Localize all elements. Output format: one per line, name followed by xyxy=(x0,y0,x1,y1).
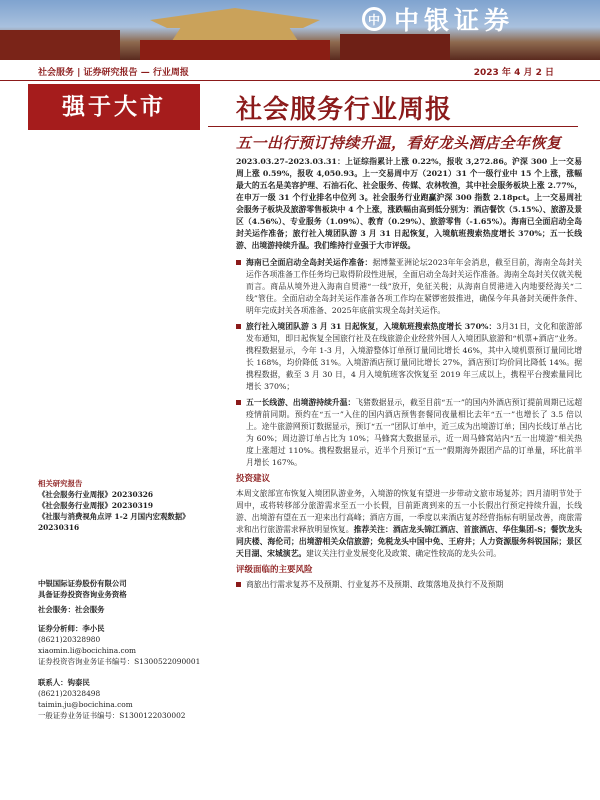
bullet-heading: 旅行社入境团队游 3 月 31 日起恢复，入境航班搜索热度增长 370%： xyxy=(246,322,497,331)
contact-block xyxy=(38,677,218,688)
contact-label: 联系人： xyxy=(38,678,68,687)
invest-text-tail: 建议关注行业发展变化及政策、确定性较高的龙头公司。 xyxy=(306,549,502,558)
bullet-body: 飞猪数据显示，截至目前“五一”的国内外酒店预订提前周期已远超疫情前同期。预约在“五一”入住的国内酒店预售套餐同夜量相比去年“五一”也增长了 3.5 倍以上。途牛旅游网预订数据显示，预订“五一”团队订单中，近三成为出境游订单；国内长线订单占比为 60%；周边游订单占比为 10%；马蜂窝大数据显示，近一周马蜂窝站内“五一出境游”相关热度上涨超过 110%。携程数据显示，近半个月预订“五一”假期海外跟团产品的订单量，环比前半月增长 167%。 xyxy=(246,398,582,467)
bullet-inbound xyxy=(236,321,582,393)
analyst-label: 证券分析师： xyxy=(38,624,83,633)
sidebar-company xyxy=(38,578,218,721)
bullet-body: 据博鳌亚洲论坛2023年年会消息，截至目前，海南全岛封关运作各项准备工作任务均已取得阶段性进展，全面启动全岛封关运作准备。海南全岛封关仅就关税而言。商品从境外进入海南自贸港“一线”放开，免征关税；从海南自贸港进入内地要经海关“二线”管住。全面启动全岛封关运作准备各项工作均在紧锣密鼓推进，确保今年具备封关硬件条件、明年完成封关各项准备、2025年底前实现全岛封关运作。 xyxy=(246,258,583,315)
invest-text: 本周文旅部宣布恢复入境团队游业务，入境游的恢复有望进一步带动文旅市场复苏；四月清明节处于周中，或将转移部分旅游需求至五一小长假，目前距离到来的五一小长假出行预定持续升温，长线游、出境游有望在五一迎来出行高峰；酒店方面，一季度以来酒店复苏经营指标有明显改善，商旅需求和出行旅游需求释放明显恢复。 xyxy=(236,489,582,534)
invest-recommend: 推荐关注：酒店龙头锦江酒店、首旅酒店、华住集团-S；餐饮龙头同庆楼、海伦司；出境游相关众信旅游；免税龙头中国中免、王府井；人力资源服务科锐国际；景区天目湖、宋城演艺。 xyxy=(236,525,582,558)
related-item[interactable]: 《社会服务行业周报》20230319 xyxy=(38,501,154,510)
bullet-heading: 五一长线游、出境游持续升温： xyxy=(246,398,356,407)
company-qualification: 具备证券投资咨询业务资格 xyxy=(38,590,127,599)
contact-cert: 一般证券业务证书编号：S1300122030002 xyxy=(38,711,186,720)
risk-text: 商旅出行需求复苏不及预期、行业复苏不及预期、政策落地及执行不及预期 xyxy=(246,580,504,589)
analyst-phone: (8621)20328980 xyxy=(38,635,101,644)
sidebar-related xyxy=(38,478,218,533)
bullet-heading: 海南已全面启动全岛封关运作准备： xyxy=(246,258,373,267)
report-date: 2023 年 4 月 2 日 xyxy=(473,68,554,78)
bullet-body: 3月31日，文化和旅游部发布通知，即日起恢复全国旅行社及在线旅游企业经营外国人入境团队旅游和“机票+酒店”业务。携程数据显示，今年 1-3 月，入境游整体订单预订量同比增长 46%，其中入境机票预订量同比增长 168%，均价降低 31%。入境游酒店预订量同比增长 27%，酒店预订均价同比降低 14%。据携程数据，截至 3 月 30 日，4 月入境航班客次恢复至 2019 年三成以上，携程平台搜索量同比增长 370%； xyxy=(246,322,583,391)
title-divider xyxy=(208,126,578,127)
contact-email[interactable]: taimin.ju@bocichina.com xyxy=(38,700,133,709)
industry-label: 社会服务：社会服务 xyxy=(38,605,105,614)
risk-item xyxy=(236,579,582,591)
invest-paragraph xyxy=(236,488,582,560)
related-title: 相关研究报告 xyxy=(38,479,83,488)
report-subtitle: 五一出行预订持续升温，看好龙头酒店全年恢复 xyxy=(236,134,562,152)
invest-section-title: 投资建议 xyxy=(236,474,271,484)
summary-paragraph: 2023.03.27-2023.03.31：上证综指累计上涨 0.22%，报收 3,272.86。沪深 300 上一交易周上涨 0.59%，报收 4,050.93。上一交易周中万（2021）31 个一级行业中 15 个上涨，涨幅最大的五名是美容护理、石油石化、社会服务、传媒、农林牧渔，其中社会服务板块上涨 2.77%，在申万一级 31 个行业排名中位列 3。社会服务行业跑赢沪深 300 指数 2.18pct。上一交易周社会服务子板块及旅游零售板块中 4 个上涨，涨跌幅由高到低分别为：酒店餐饮（5.15%）、旅游及景区（4.56%）、专业服务（1.09%）、教育（0.29%）、旅游零售（-1.65%）。海南已全面启动全岛封关运作准备；旅行社入境团队游 3 月 31 日起恢复，入境航班搜索热度增长 370%；五一长线游、出境游持续升温。我们维持行业强于大市评级。 xyxy=(236,157,582,250)
logo-text: 中银证券 xyxy=(394,6,515,35)
contact-name: 钩泰民 xyxy=(67,678,90,687)
analyst-name: 李小民 xyxy=(82,624,105,633)
main-content xyxy=(236,156,582,595)
analyst-cert: 证券投资咨询业务证书编号：S1300522090001 xyxy=(38,657,201,666)
contact-phone: (8621)20328498 xyxy=(38,689,101,698)
report-title: 社会服务行业周报 xyxy=(236,95,453,125)
banner-roof xyxy=(150,8,320,28)
brand-logo xyxy=(362,0,582,38)
analyst-block xyxy=(38,623,218,634)
report-nav-bar xyxy=(0,62,600,81)
company-name: 中银国际证券股份有限公司 xyxy=(38,579,127,588)
rating-badge: 强于大市 xyxy=(28,84,200,130)
bullet-hainan xyxy=(236,257,582,317)
related-item[interactable]: 《社会服务行业周报》20230326 xyxy=(38,490,154,499)
bullet-may-day xyxy=(236,397,582,469)
analyst-email[interactable]: xiaomin.li@bocichina.com xyxy=(38,646,137,655)
report-category: 社会服务 | 证券研究报告 — 行业周报 xyxy=(38,68,189,78)
banner-hall-wall xyxy=(140,40,330,60)
risk-section-title: 评级面临的主要风险 xyxy=(236,565,313,575)
header-banner xyxy=(0,0,600,60)
banner-hall-left xyxy=(0,30,120,60)
related-item[interactable]: 《社服与消费视角点评 1-2 月国内宏观数据》20230316 xyxy=(38,512,190,532)
logo-mark-icon: 中 xyxy=(362,7,386,31)
